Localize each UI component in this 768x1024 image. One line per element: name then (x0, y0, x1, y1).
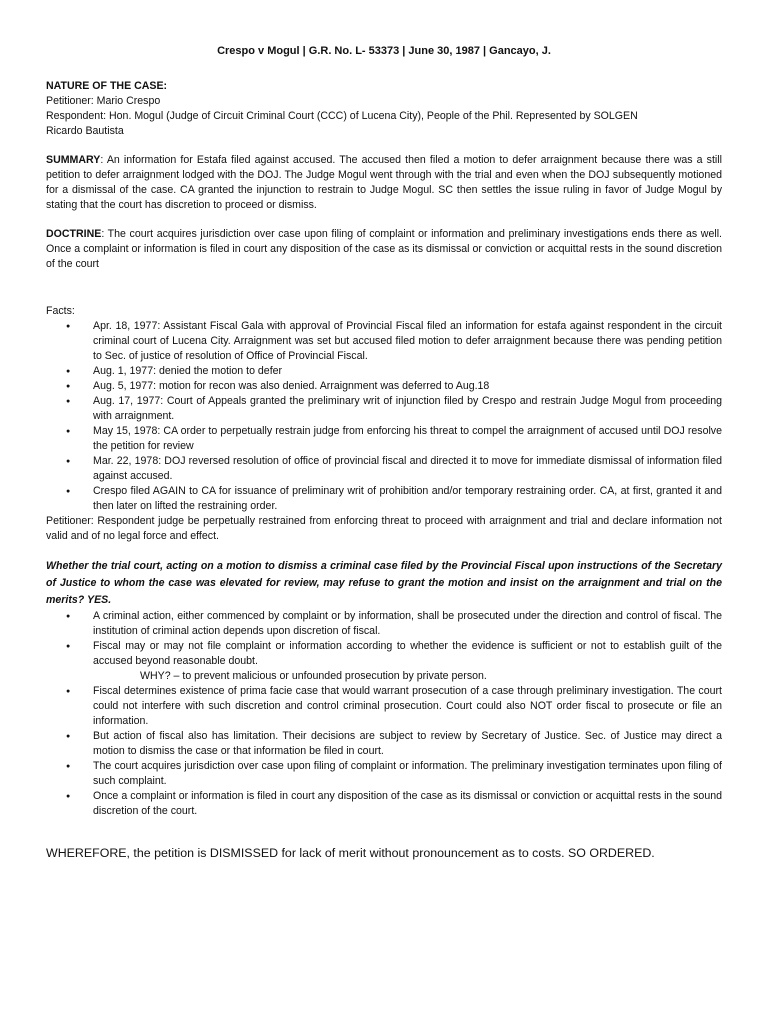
fact-item: ● Aug. 1, 1977: denied the motion to defer (46, 364, 722, 379)
facts-label: Facts: (46, 305, 75, 317)
disposition: WHEREFORE, the petition is DISMISSED for lack of merit without pronouncement as to costs. SO ORDERED. (46, 846, 655, 860)
fact-item: ● Aug. 17, 1977: Court of Appeals granted the preliminary writ of injunction filed by Crespo and restrain Judge Mogul from proceeding with arraignment. (46, 394, 722, 424)
fact-item: ● Aug. 5, 1977: motion for recon was also denied. Arraignment was deferred to Aug.18 (46, 379, 722, 394)
ruling-list-1 (46, 609, 722, 669)
ruling-list-2 (46, 684, 722, 819)
issue-statement: Whether the trial court, acting on a motion to dismiss a criminal case filed by the Provincial Fiscal upon instructions of the Secretary of Justice to whom the case was elevated for review, may refuse to grant the motion and insist on the arraignment and trial on the merits? YES. (46, 560, 722, 606)
respondent-line-cont: Ricardo Bautista (46, 125, 124, 137)
respondent-line: Respondent: Hon. Mogul (Judge of Circuit Criminal Court (CCC) of Lucena City), People of the Phil. Represented by SOLGEN (46, 110, 638, 122)
nature-heading: NATURE OF THE CASE: (46, 80, 168, 92)
doctrine-label: DOCTRINE (46, 228, 102, 240)
doctrine-text: : The court acquires jurisdiction over case upon filing of complaint or information and preliminary investigations ends there as well. Once a complaint or information is filed in court any disposition of the case as its dismissal or conviction or acquittal rests in the sound discretion of the court (46, 228, 722, 270)
fact-item: ● May 15, 1978: CA order to perpetually restrain judge from enforcing his threat to compel the arraignment of accused until DOJ resolve the petition for review (46, 424, 722, 454)
case-digest (46, 44, 722, 861)
doctrine-paragraph (46, 227, 722, 272)
fact-item: ● Mar. 22, 1978: DOJ reversed resolution of office of provincial fiscal and directed it to move for immediate dismissal of information filed against accused. (46, 454, 722, 484)
ruling-item: ● Fiscal may or may not file complaint or information according to whether the evidence is sufficient or not to establish guilt of the accused beyond reasonable doubt. (46, 639, 722, 669)
petitioner-line: Petitioner: Mario Crespo (46, 95, 161, 107)
fact-item: ● Apr. 18, 1977: Assistant Fiscal Gala with approval of Provincial Fiscal filed an information for estafa against respondent in the circuit criminal court of Lucena City. Arraignment was set but accused filed motion to defer arraignment because there was pending petition to Sec. of justice of resolution of Office of Provincial Fiscal. (46, 319, 722, 364)
fact-item: ● Crespo filed AGAIN to CA for issuance of preliminary writ of prohibition and/or temporary restraining order. CA, at first, granted it and then later on lifted the restraining order. (46, 484, 722, 514)
facts-list (46, 319, 722, 514)
why-line: WHY? – to prevent malicious or unfounded prosecution by private person. (140, 670, 487, 682)
ruling-item: ● Fiscal determines existence of prima facie case that would warrant prosecution of a case through preliminary investigation. The court could not interfere with such discretion and control criminal prosecution. Court could also NOT order fiscal to prosecute or file an information. (46, 684, 722, 729)
case-title: Crespo v Mogul | G.R. No. L- 53373 | June 30, 1987 | Gancayo, J. (217, 45, 551, 57)
ruling-item: ● Once a complaint or information is filed in court any disposition of the case as its dismissal or conviction or acquittal rests in the sound discretion of the court. (46, 789, 722, 819)
ruling-item: ● The court acquires jurisdiction over case upon filing of complaint or information. The preliminary investigation terminates upon filing of such complaint. (46, 759, 722, 789)
petitioner-claim: Petitioner: Respondent judge be perpetually restrained from enforcing threat to proceed with arraignment and trial and declare information not valid and of no legal force and effect. (46, 515, 722, 542)
ruling-item: ● A criminal action, either commenced by complaint or by information, shall be prosecuted under the direction and control of fiscal. The institution of criminal action depends upon discretion of fiscal. (46, 609, 722, 639)
ruling-item: ● But action of fiscal also has limitation. Their decisions are subject to review by Secretary of Justice. Sec. of Justice may direct a motion to dismiss the case or that information be filed in court. (46, 729, 722, 759)
summary-label: SUMMARY (46, 154, 101, 166)
summary-paragraph (46, 153, 722, 213)
summary-text: : An information for Estafa filed against accused. The accused then filed a motion to defer arraignment because there was a still petition to defer arraignment lodged with the DOJ. The Judge Mogul went through with the trial and even when the DOJ subsequently motioned for a dismissal of the case. CA granted the injunction to restrain to Judge Mogul. SC then settles the issue ruling in favor of Judge Mogul by stating that the court has discretion to proceed or dismiss. (46, 154, 722, 211)
